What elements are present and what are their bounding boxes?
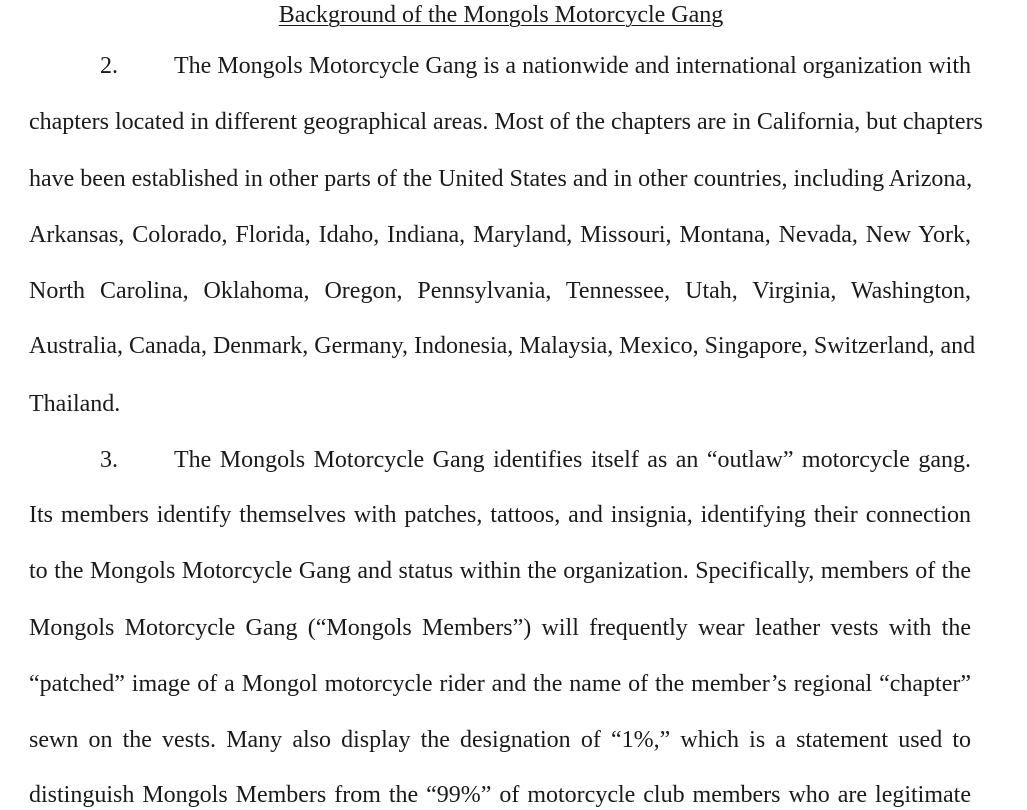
paragraph-last-line: Thailand. — [29, 391, 121, 417]
paragraph-first-line-text: The Mongols Motorcycle Gang is a nationwide and international organization with — [174, 53, 971, 79]
paragraph-line: Its members identify themselves with patches, tattoos, and insignia, identifying their connection — [29, 502, 971, 528]
paragraph-line: distinguish Mongols Members from the “99%” of motorcycle club members who are legitimate — [29, 782, 971, 808]
section-heading: Background of the Mongols Motorcycle Gang — [278, 2, 724, 28]
paragraph-line: “patched” image of a Mongol motorcycle rider and the name of the member’s regional “chapter” — [29, 671, 971, 697]
paragraph-first-line-text: The Mongols Motorcycle Gang identifies itself as an “outlaw” motorcycle gang. — [174, 447, 971, 473]
paragraph-line: North Carolina, Oklahoma, Oregon, Pennsylvania, Tennessee, Utah, Virginia, Washington, — [29, 278, 971, 304]
paragraph-line: Mongols Motorcycle Gang (“Mongols Members”) will frequently wear leather vests with the — [29, 615, 971, 641]
paragraph-line: Australia, Canada, Denmark, Germany, Indonesia, Malaysia, Mexico, Singapore, Switzerland, and — [29, 333, 976, 359]
paragraph-line: chapters located in different geographical areas. Most of the chapters are in California, but chapters — [29, 109, 983, 135]
paragraph-line: have been established in other parts of the United States and in other countries, including Arizona, — [29, 166, 973, 192]
paragraph-line: Arkansas, Colorado, Florida, Idaho, Indiana, Maryland, Missouri, Montana, Nevada, New York, — [29, 222, 971, 248]
paragraph-line: sewn on the vests. Many also display the designation of “1%,” which is a statement used to — [29, 727, 971, 753]
paragraph-number: 3. — [100, 447, 118, 473]
paragraph-number: 2. — [100, 53, 118, 79]
paragraph-line: to the Mongols Motorcycle Gang and status within the organization. Specifically, members of the — [29, 558, 971, 584]
